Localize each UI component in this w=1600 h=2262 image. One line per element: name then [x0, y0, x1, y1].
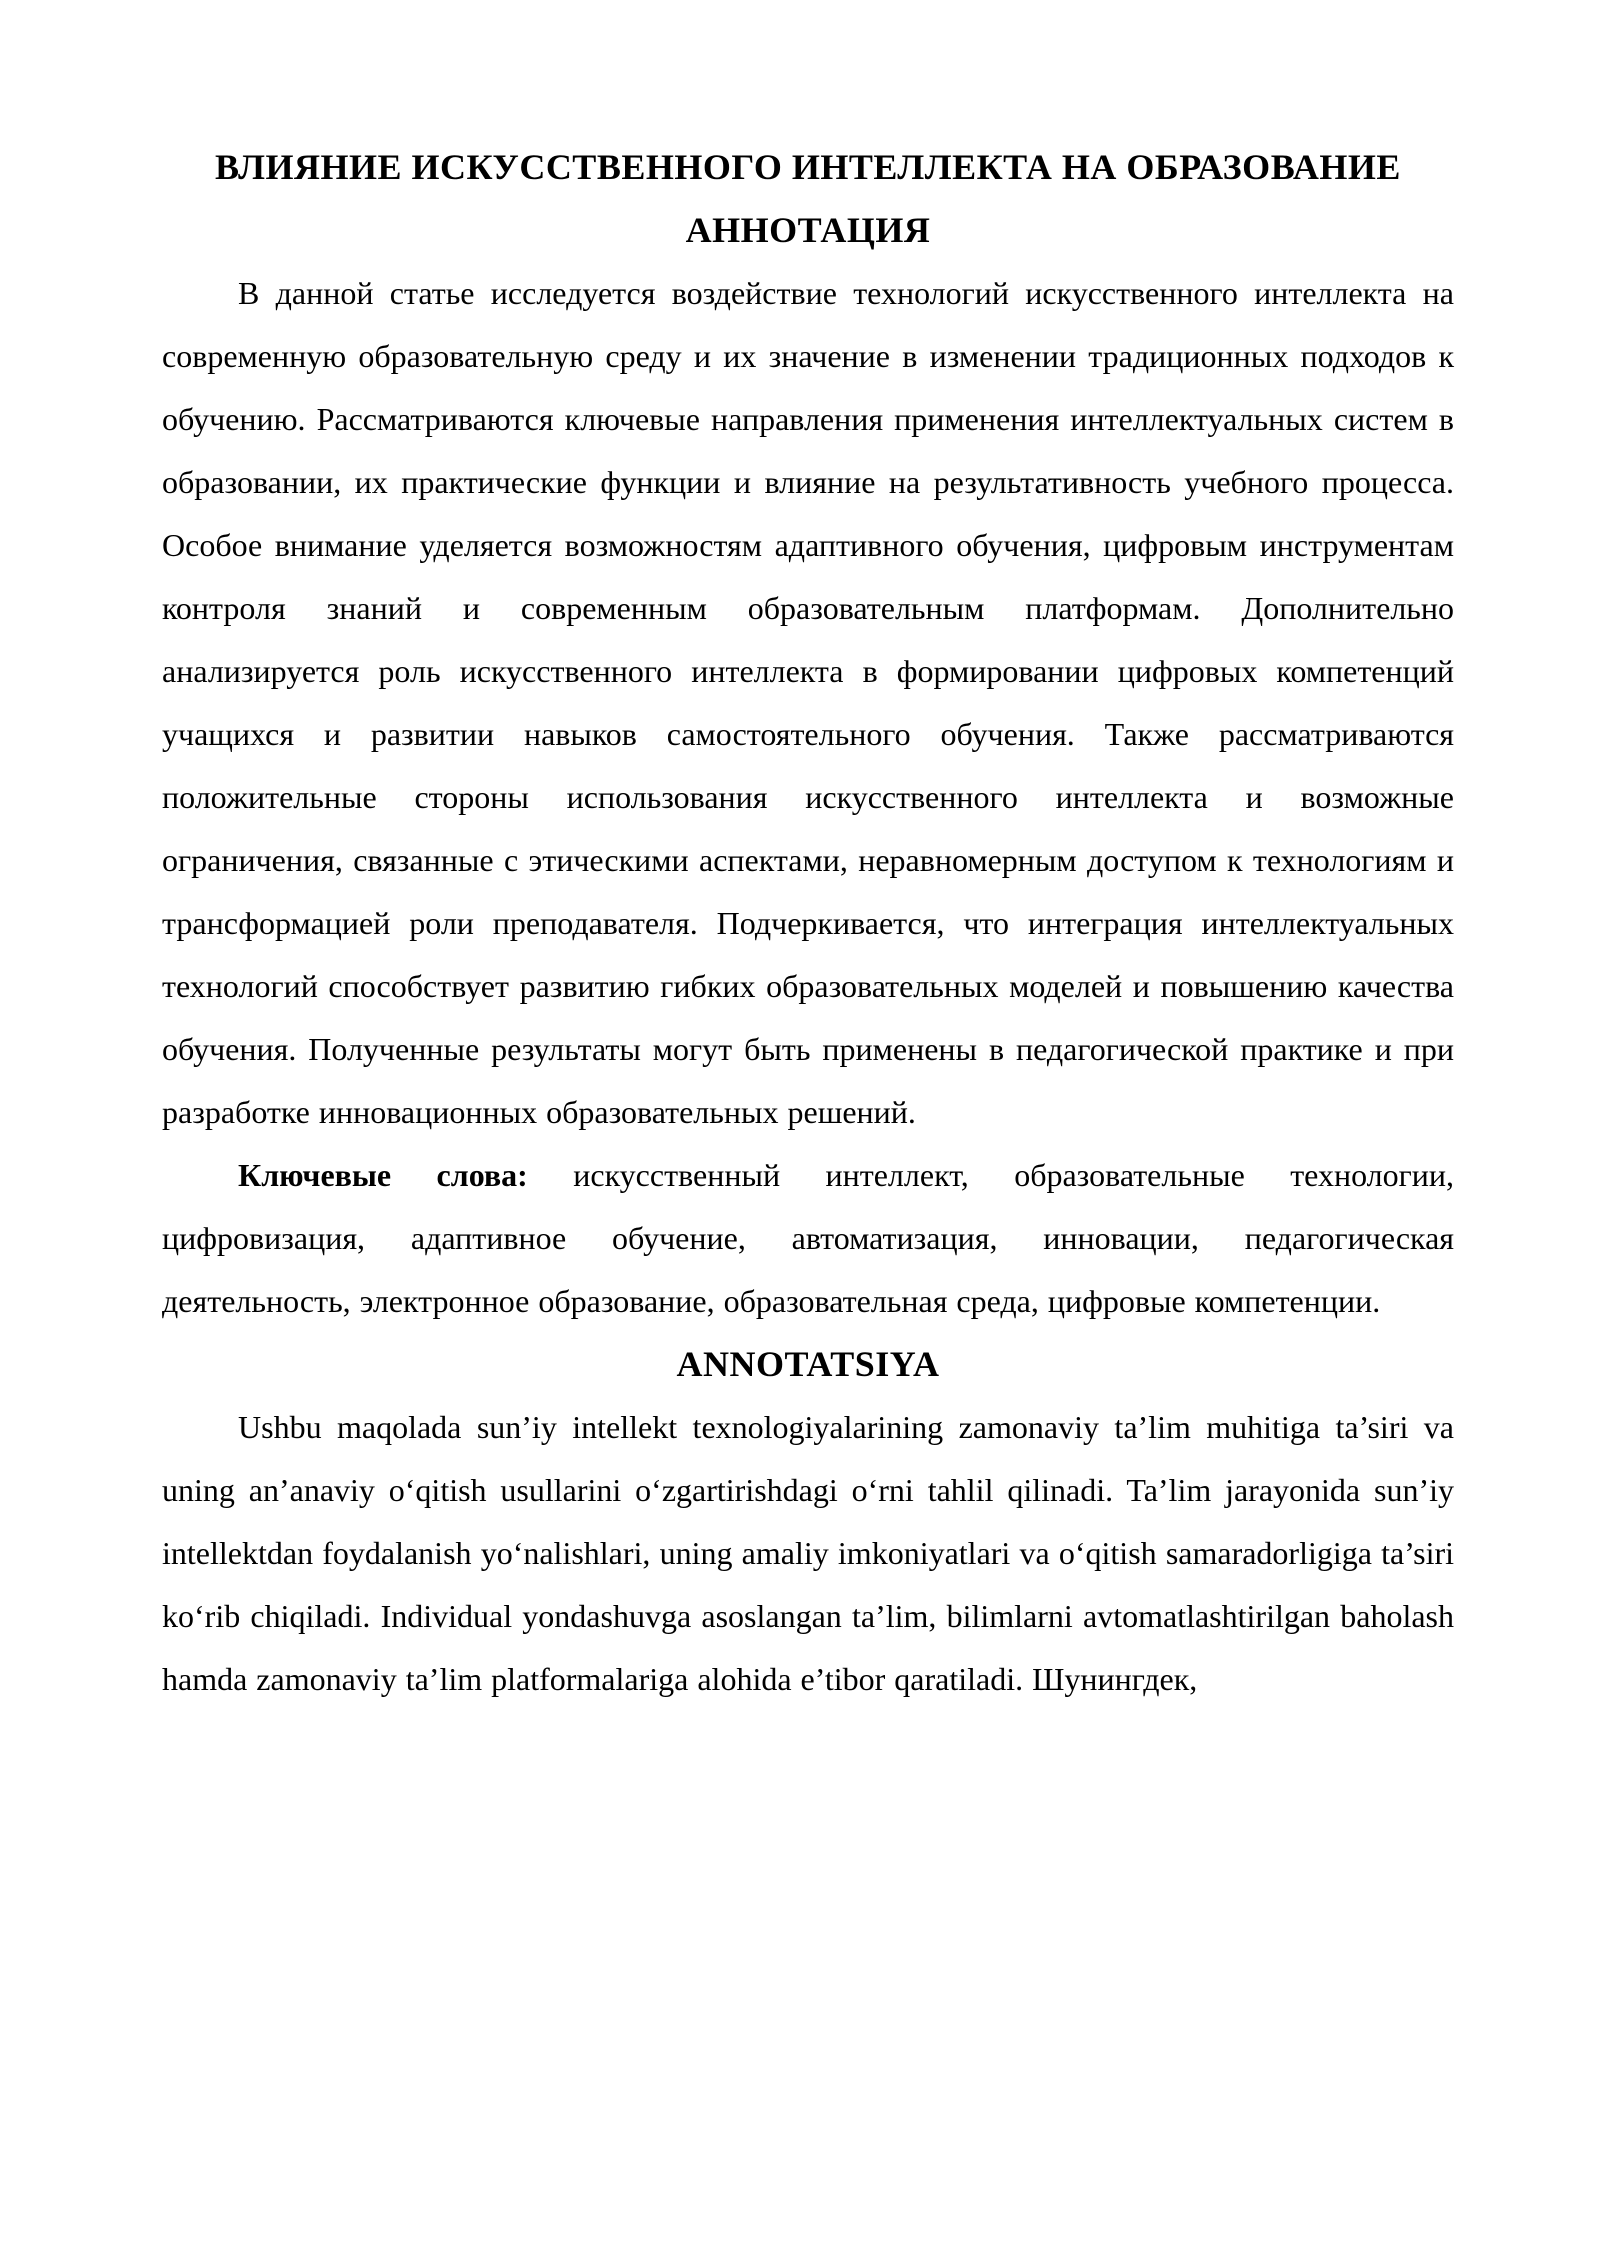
keywords-label: Ключевые слова:: [238, 1157, 528, 1193]
article-title: ВЛИЯНИЕ ИСКУССТВЕННОГО ИНТЕЛЛЕКТА НА ОБРАЗОВАНИЕ: [215, 147, 1401, 187]
abstract-uz-paragraph: Ushbu maqolada sun’iy intellekt texnologiyalarining zamonaviy ta’lim muhitiga ta’siri va uning an’anaviy o‘qitish usullarini o‘zgartirishdagi o‘rni tahlil qilinadi. Ta’lim jarayonida sun’iy intellektdan foydalanish yo‘nalishlari, uning amaliy imkoniyatlari va o‘qitish samaradorligiga ta’siri ko‘rib chiqiladi. Individual yondashuvga asoslangan ta’lim, bilimlarni avtomatlashtirilgan baholash hamda zamonaviy ta’lim platformalariga alohida e’tibor qaratiladi. Шунингдек,: [162, 1409, 1454, 1697]
annotation-heading-ru: АННОТАЦИЯ: [685, 210, 931, 250]
keywords-paragraph: [162, 1144, 1454, 1333]
keywords-text: искусственный интеллект, образовательные технологии, цифровизация, адаптивное обучение, автоматизация, инновации, педагогическая деятельность, электронное образование, образовательная среда, цифровые компетенции.: [162, 1157, 1454, 1319]
annotation-heading-uz: ANNOTATSIYA: [676, 1344, 940, 1384]
abstract-ru-paragraph: В данной статье исследуется воздействие технологий искусственного интеллекта на современную образовательную среду и их значение в изменении традиционных подходов к обучению. Рассматриваются ключевые направления применения интеллектуальных систем в образовании, их практические функции и влияние на результативность учебного процесса. Особое внимание уделяется возможностям адаптивного обучения, цифровым инструментам контроля знаний и современным образовательным платформам. Дополнительно анализируется роль искусственного интеллекта в формировании цифровых компетенций учащихся и развитии навыков самостоятельного обучения. Также рассматриваются положительные стороны использования искусственного интеллекта и возможные ограничения, связанные с этическими аспектами, неравномерным доступом к технологиям и трансформацией роли преподавателя. Подчеркивается, что интеграция интеллектуальных технологий способствует развитию гибких образовательных моделей и повышению качества обучения. Полученные результаты могут быть применены в педагогической практике и при разработке инновационных образовательных решений.: [162, 275, 1454, 1130]
